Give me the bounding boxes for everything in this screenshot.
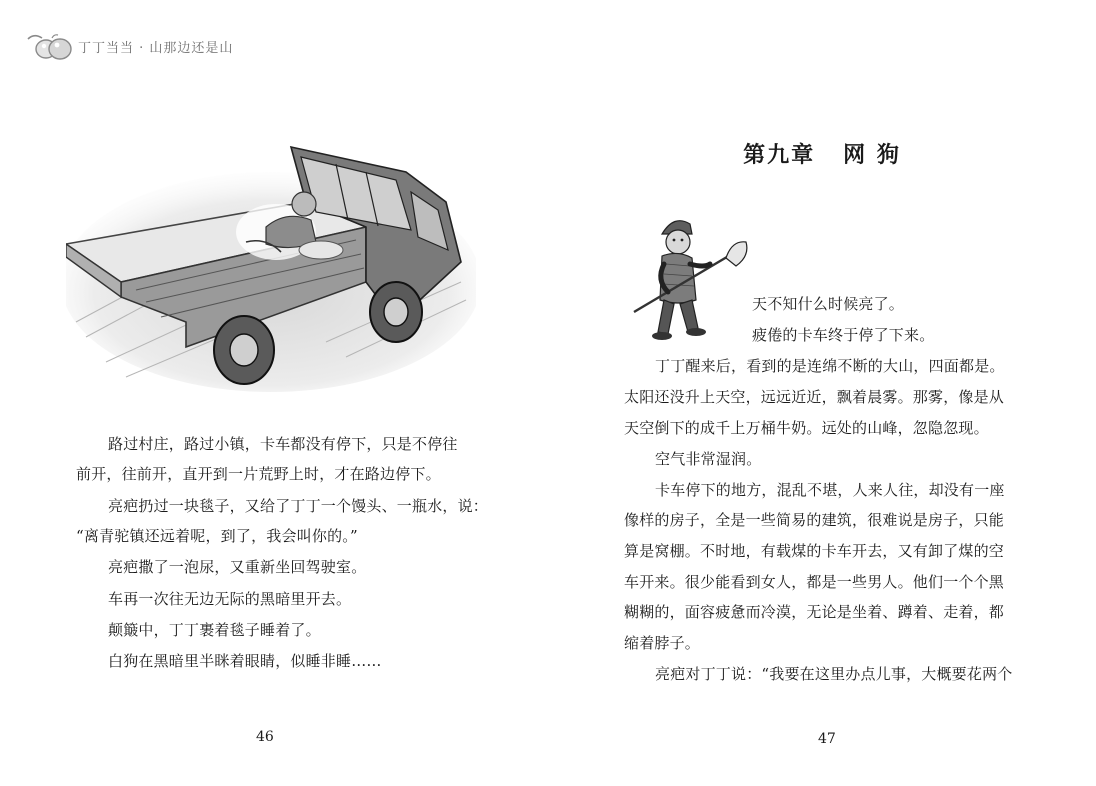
left-line-4: “离青驼镇还远着呢，到了，我会叫你的。” [76,527,358,545]
left-line-2: 前开，往前开，直开到一片荒野上时，才在路边停下。 [76,465,441,483]
right-line-10: 车开来。很少能看到女人，都是一些男人。他们一个个黑 [624,573,1005,591]
right-line-3: 丁丁醒来后，看到的是连绵不断的大山，四面都是。 [655,357,1005,375]
left-line-8: 白狗在黑暗里半眯着眼睛，似睡非睡…… [108,652,382,670]
right-line-1: 天不知什么时候亮了。 [752,295,905,313]
right-line-13: 亮疤对丁丁说：“我要在这里办点儿事，大概要花两个 [655,665,1013,683]
right-line-5: 天空倒下的成千上万桶牛奶。远处的山峰，忽隐忽现。 [624,419,989,437]
right-line-8: 像样的房子，全是一些简易的建筑，很难说是房子，只能 [624,511,1005,529]
right-page [548,0,1096,786]
right-line-4: 太阳还没升上天空，远远近近，飘着晨雾。那雾，像是从 [624,388,1005,406]
boy-with-shovel-illustration [628,208,748,346]
chapter-title [548,138,1096,169]
left-line-6: 车再一次往无边无际的黑暗里开去。 [108,590,352,608]
right-line-7: 卡车停下的地方，混乱不堪，人来人往，却没有一座 [655,481,1005,499]
right-line-11: 糊糊的，面容疲惫而冷漠，无论是坐着、蹲着、走着，都 [624,603,1005,621]
left-line-1: 路过村庄，路过小镇，卡车都没有停下，只是不停往 [108,435,458,453]
page-number-right: 47 [818,731,836,747]
left-line-7: 颠簸中，丁丁裹着毯子睡着了。 [108,621,321,639]
right-line-9: 算是窝棚。不时地，有载煤的卡车开去，又有卸了煤的空 [624,542,1005,560]
right-line-2: 疲倦的卡车终于停了下来。 [752,326,935,344]
chapter-name: 网 狗 [843,142,901,168]
left-line-5: 亮疤撒了一泡尿，又重新坐回驾驶室。 [108,558,367,576]
chapter-number: 第九章 [743,142,816,168]
truck-illustration [66,132,476,398]
series-title: 丁丁当当 · 山那边还是山 [78,40,234,56]
page-number-left: 46 [256,729,274,745]
right-line-12: 缩着脖子。 [624,634,701,652]
right-line-6: 空气非常湿润。 [655,450,762,468]
left-line-3: 亮疤扔过一块毯子，又给了丁丁一个馒头、一瓶水，说： [108,497,489,515]
